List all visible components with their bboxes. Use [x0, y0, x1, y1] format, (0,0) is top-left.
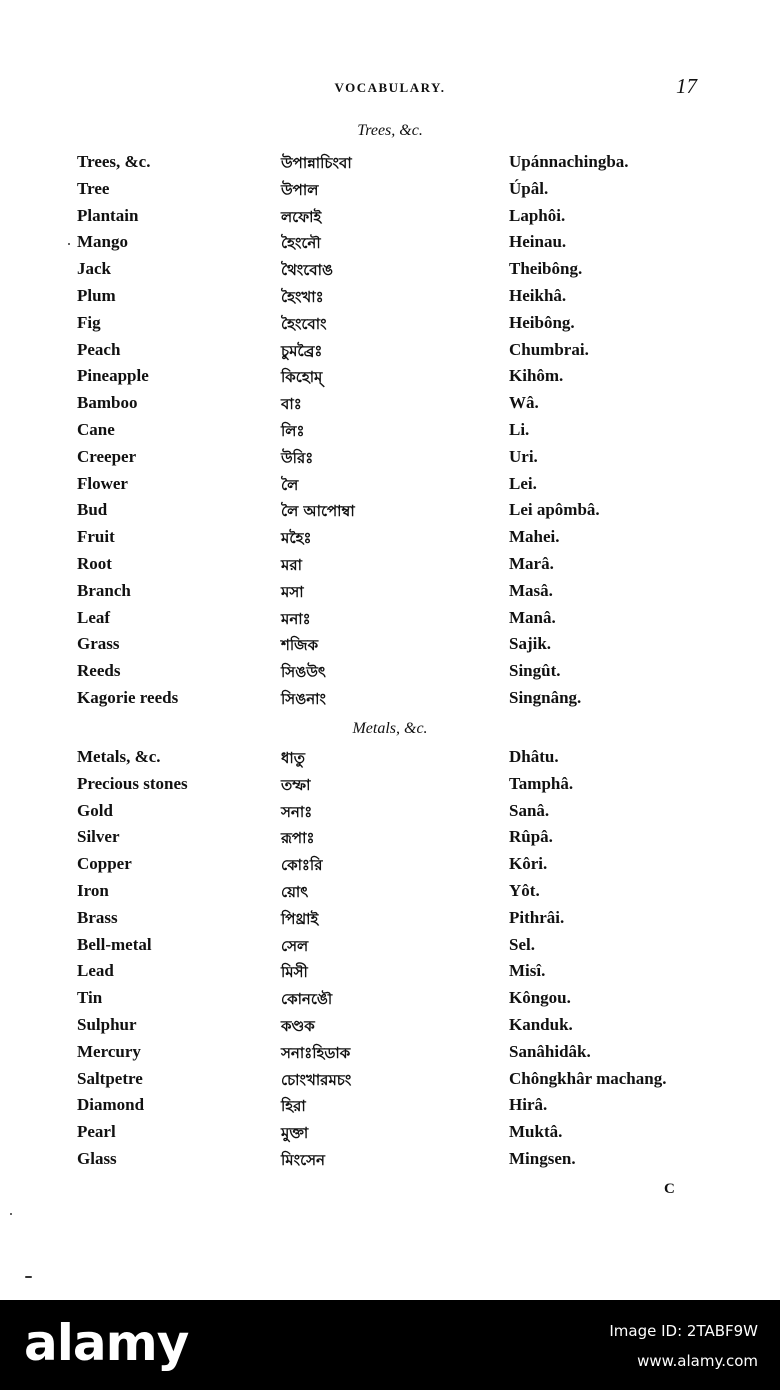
vocabulary-row — [0, 447, 780, 474]
transliteration: Muktâ. — [509, 1122, 563, 1142]
image-id-label: Image ID: 2TABF9W — [609, 1322, 758, 1340]
vocabulary-row — [0, 420, 780, 447]
english-term: Plantain — [77, 205, 139, 225]
vocabulary-row — [0, 527, 780, 554]
running-header: VOCABULARY. — [334, 80, 446, 95]
english-term: Bud — [77, 500, 108, 520]
english-term: Reeds — [77, 661, 121, 681]
english-term: Glass — [77, 1149, 117, 1168]
transliteration: Rûpâ. — [509, 827, 553, 847]
manipuri-term: য়োৎ — [281, 883, 309, 901]
vocabulary-row — [0, 961, 780, 988]
manipuri-term: মিসী — [281, 963, 308, 982]
manipuri-term: তম্ফা — [281, 775, 311, 794]
vocabulary-row — [0, 1149, 780, 1176]
english-term: Fig — [77, 312, 101, 332]
transliteration: Theibông. — [509, 259, 583, 279]
vocabulary-row — [0, 554, 780, 581]
vocabulary-row — [0, 988, 780, 1015]
vocabulary-row — [0, 661, 780, 688]
ink-speck — [25, 1276, 32, 1278]
english-term: Sulphur — [77, 1015, 137, 1034]
vocabulary-row — [0, 313, 780, 340]
english-term: Grass — [77, 634, 120, 654]
page-number: 17 — [676, 74, 697, 98]
manipuri-term: থৈংবোঙ — [281, 261, 333, 280]
english-term: Kagorie reeds — [77, 688, 179, 707]
manipuri-term: মিংসেন — [281, 1151, 325, 1169]
vocabulary-row — [0, 608, 780, 635]
transliteration: Lei apômbâ. — [509, 500, 600, 520]
manipuri-term: হিরা — [281, 1097, 306, 1116]
vocabulary-row — [0, 259, 780, 286]
vocabulary-row — [0, 634, 780, 661]
transliteration: Uri. — [509, 446, 538, 466]
english-term: Diamond — [77, 1095, 145, 1115]
manipuri-term: লিঃ — [281, 422, 305, 440]
transliteration: Kanduk. — [509, 1015, 573, 1034]
vocabulary-row — [0, 881, 780, 908]
english-term: Branch — [77, 580, 131, 600]
manipuri-term: রূপাঃ — [281, 829, 315, 848]
transliteration: Mahei. — [509, 527, 560, 547]
english-term: Peach — [77, 339, 121, 359]
transliteration: Li. — [509, 420, 530, 439]
transliteration: Kôri. — [509, 854, 548, 874]
manipuri-term: সেল — [281, 936, 309, 955]
transliteration: Yôt. — [509, 881, 540, 900]
manipuri-term: উপান্নাচিংবা — [281, 154, 352, 172]
manipuri-term: হৈংখাঃ — [281, 288, 324, 306]
manipuri-term: মসা — [281, 582, 304, 601]
manipuri-term: সনাঃ — [281, 802, 313, 821]
english-term: Creeper — [77, 446, 137, 466]
transliteration: Misî. — [509, 961, 546, 981]
transliteration: Manâ. — [509, 607, 556, 627]
transliteration: Lei. — [509, 473, 537, 493]
manipuri-term: পিথ্রাই — [281, 909, 319, 928]
transliteration: Heinau. — [509, 232, 567, 252]
transliteration: Kihôm. — [509, 366, 564, 386]
english-term: Iron — [77, 881, 109, 900]
vocabulary-row — [0, 1095, 780, 1122]
transliteration: Laphôi. — [509, 205, 566, 225]
transliteration: Sel. — [509, 934, 535, 954]
manipuri-term: সনাঃহিডাক — [281, 1043, 351, 1062]
manipuri-term: লৈ আপোম্বা — [281, 502, 355, 521]
section-heading: Metals, &c. — [352, 720, 428, 737]
english-term: Mango — [77, 232, 128, 252]
transliteration: Úpâl. — [509, 178, 549, 198]
vocabulary-row — [0, 206, 780, 233]
vocabulary-row — [0, 152, 780, 179]
transliteration: Dhâtu. — [509, 747, 559, 766]
manipuri-term: সিঙনাং — [281, 690, 326, 708]
transliteration: Kôngou. — [509, 988, 571, 1008]
manipuri-term: ধাতু — [281, 749, 306, 767]
vocabulary-row — [0, 581, 780, 608]
transliteration: Sanâhidâk. — [509, 1041, 591, 1061]
transliteration: Tamphâ. — [509, 773, 574, 793]
ink-speck — [10, 1213, 12, 1215]
manipuri-term: বাঃ — [281, 395, 302, 414]
transliteration: Sajik. — [509, 634, 552, 654]
vocabulary-row — [0, 801, 780, 828]
transliteration: Hirâ. — [509, 1095, 548, 1115]
manipuri-term: কিহোম্ — [281, 368, 323, 387]
manipuri-term: মরা — [281, 556, 302, 574]
english-term: Jack — [77, 259, 111, 279]
english-term: Pineapple — [77, 366, 149, 386]
vocabulary-row — [0, 747, 780, 774]
watermark-banner — [0, 1300, 780, 1390]
english-term: Cane — [77, 420, 115, 439]
vocabulary-row — [0, 393, 780, 420]
english-term: Metals, &c. — [77, 747, 161, 766]
ink-speck — [68, 243, 70, 245]
english-term: Precious stones — [77, 773, 188, 793]
transliteration: Singût. — [509, 661, 561, 681]
manipuri-term: কোনঙৌ — [281, 990, 333, 1009]
english-term: Brass — [77, 907, 118, 927]
vocabulary-row — [0, 774, 780, 801]
manipuri-term: উপাল — [281, 180, 319, 199]
vocabulary-row — [0, 688, 780, 715]
alamy-logo: alamy — [24, 1314, 189, 1372]
english-term: Pearl — [77, 1122, 116, 1142]
manipuri-term: শজিক — [281, 636, 319, 655]
transliteration: Masâ. — [509, 580, 553, 600]
english-term: Bell-metal — [77, 934, 152, 954]
transliteration: Heibông. — [509, 312, 575, 332]
manipuri-term: লৈ — [281, 475, 299, 494]
manipuri-term: মহৈঃ — [281, 529, 312, 548]
transliteration: Marâ. — [509, 554, 554, 573]
vocabulary-row — [0, 854, 780, 881]
transliteration: Upánnachingba. — [509, 152, 629, 171]
english-term: Plum — [77, 286, 116, 305]
vocabulary-row — [0, 827, 780, 854]
english-term: Trees, &c. — [77, 152, 151, 171]
vocabulary-row — [0, 1122, 780, 1149]
transliteration: Pithrâi. — [509, 907, 565, 927]
transliteration: Chôngkhâr machang. — [509, 1068, 667, 1088]
manipuri-term: মনাঃ — [281, 609, 311, 628]
english-term: Lead — [77, 961, 114, 981]
english-term: Root — [77, 554, 112, 573]
vocabulary-row — [0, 1015, 780, 1042]
transliteration: Sanâ. — [509, 800, 550, 820]
vocabulary-row — [0, 500, 780, 527]
english-term: Gold — [77, 800, 113, 820]
english-term: Silver — [77, 827, 120, 847]
vocabulary-row — [0, 179, 780, 206]
vocabulary-row — [0, 1042, 780, 1069]
manipuri-term: চোংখারমচং — [281, 1070, 352, 1089]
manipuri-term: উরিঃ — [281, 448, 314, 467]
transliteration: Chumbrai. — [509, 339, 589, 359]
site-url: www.alamy.com — [637, 1352, 758, 1370]
english-term: Copper — [77, 854, 132, 874]
english-term: Tree — [77, 178, 110, 198]
transliteration: Mingsen. — [509, 1149, 576, 1168]
transliteration: Heikhâ. — [509, 286, 567, 305]
english-term: Mercury — [77, 1041, 141, 1061]
vocabulary-row — [0, 340, 780, 367]
english-term: Saltpetre — [77, 1068, 143, 1088]
section-heading: Trees, &c. — [357, 122, 423, 139]
manipuri-term: মুক্তা — [281, 1124, 309, 1143]
vocabulary-row — [0, 286, 780, 313]
vocabulary-row — [0, 908, 780, 935]
manipuri-term: হৈংনৌ — [281, 234, 321, 253]
english-term: Leaf — [77, 607, 111, 627]
vocabulary-row — [0, 1069, 780, 1096]
vocabulary-row — [0, 935, 780, 962]
english-term: Flower — [77, 473, 128, 493]
signature-mark: C — [664, 1181, 675, 1197]
manipuri-term: কোঃরি — [281, 856, 323, 875]
transliteration: Wâ. — [509, 393, 539, 413]
transliteration: Singnâng. — [509, 688, 582, 707]
vocabulary-row — [0, 474, 780, 501]
manipuri-term: চুমব্রৈঃ — [281, 341, 323, 360]
english-term: Bamboo — [77, 393, 138, 413]
vocabulary-row — [0, 232, 780, 259]
manipuri-term: সিঙউৎ — [281, 663, 326, 682]
manipuri-term: লফোই — [281, 207, 322, 226]
english-term: Fruit — [77, 527, 115, 547]
manipuri-term: কণ্ডক — [281, 1017, 315, 1035]
manipuri-term: হৈংবোং — [281, 314, 327, 333]
vocabulary-row — [0, 366, 780, 393]
english-term: Tin — [77, 988, 103, 1008]
